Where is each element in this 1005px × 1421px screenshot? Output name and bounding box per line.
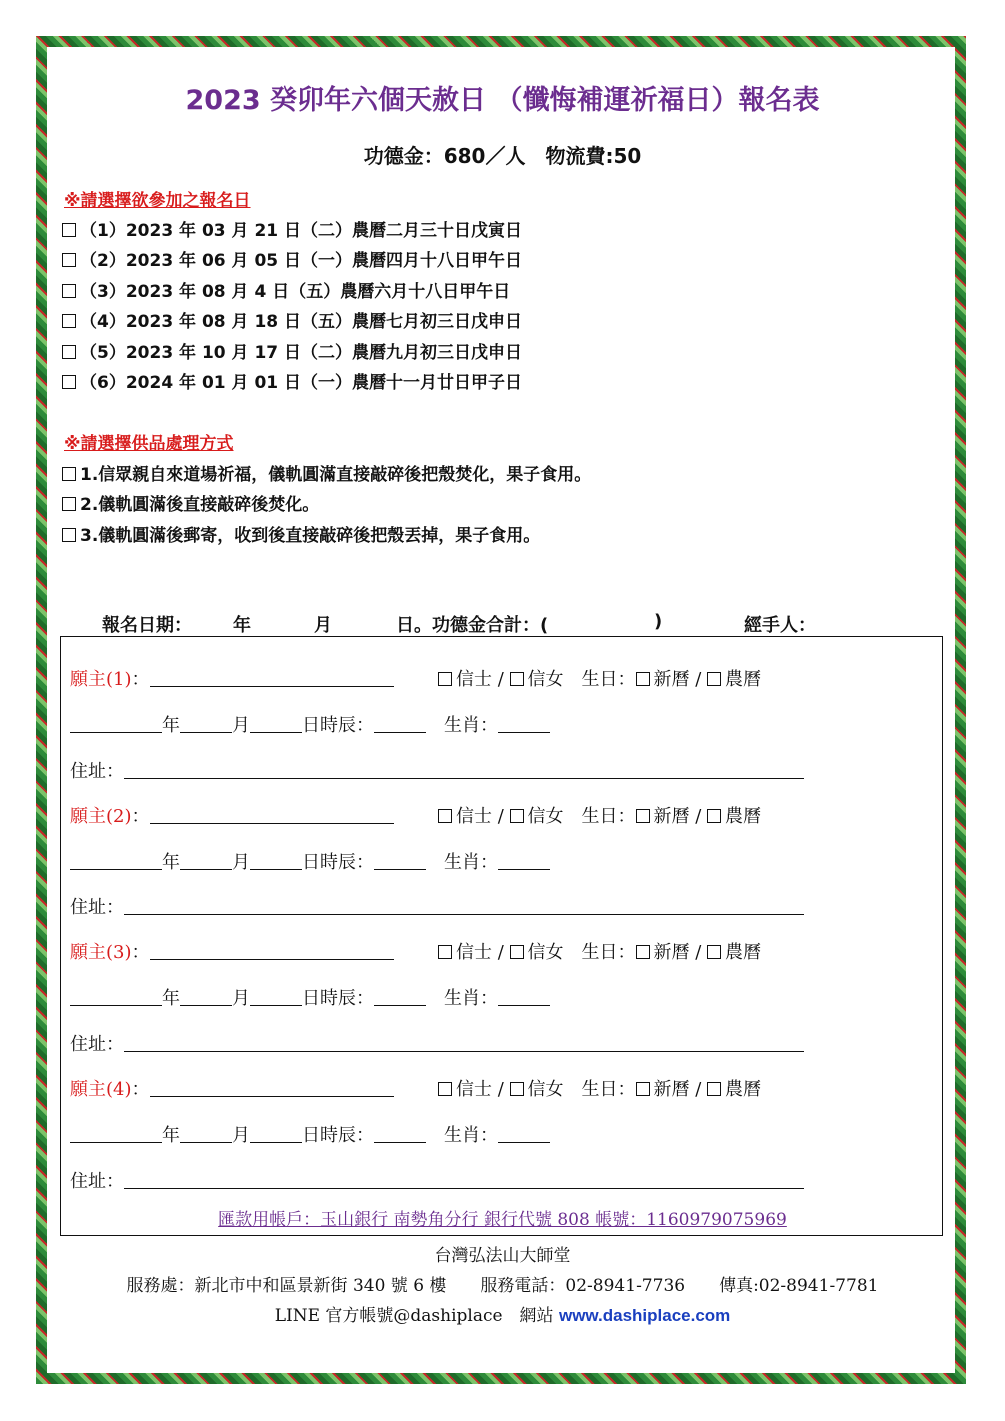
checkbox-icon[interactable] [62, 223, 76, 237]
month-label: 月 [314, 615, 332, 636]
address-row: 住址： [70, 893, 804, 919]
birth-year-field[interactable] [70, 715, 162, 733]
checkbox-icon[interactable] [510, 1082, 524, 1096]
birth-day-field[interactable] [250, 1125, 302, 1143]
address-row: 住址： [70, 757, 804, 783]
date-option[interactable]: （4）2023 年 08 月 18 日（五）農曆七月初三日戊申日 [62, 307, 522, 332]
birth-hour-field[interactable] [374, 715, 426, 733]
birth-year-field[interactable] [70, 1125, 162, 1143]
zodiac-field[interactable] [498, 852, 550, 870]
birth-hour-field[interactable] [374, 988, 426, 1006]
birth-year-field[interactable] [70, 988, 162, 1006]
birth-row: 年 月 日時辰： 生肖： [70, 711, 550, 737]
checkbox-icon[interactable] [707, 672, 721, 686]
birth-row: 年 月 日時辰： 生肖： [70, 1121, 550, 1147]
name-field[interactable] [150, 806, 394, 824]
address-field[interactable] [124, 1171, 804, 1189]
org-name: 台灣弘法山大師堂 [434, 1246, 571, 1266]
checkbox-icon[interactable] [636, 672, 650, 686]
offering-option[interactable]: 1.信眾親自來道場祈福，儀軌圓滿直接敲碎後把殼焚化，果子食用。 [62, 460, 591, 485]
contact-info: 服務處：新北市中和區景新街 340 號 6 樓 服務電話：02-8941-7736 傳真:02-8941-7781 [126, 1276, 879, 1296]
birth-row: 年 月 日時辰： 生肖： [70, 848, 550, 874]
year-label: 年 [233, 615, 251, 636]
checkbox-icon[interactable] [62, 345, 76, 359]
applicant-name-row: 願主(1)： [70, 665, 394, 691]
checkbox-icon[interactable] [438, 1082, 452, 1096]
gender-birthday-row: 信士 / 信女 生日： 新曆 / 農曆 [438, 802, 761, 828]
bank-account: 匯款用帳戶：玉山銀行 南勢角分行 銀行代號 808 帳號：1160979075969 [218, 1210, 787, 1230]
checkbox-icon[interactable] [62, 497, 76, 511]
checkbox-icon[interactable] [636, 809, 650, 823]
checkbox-icon[interactable] [438, 672, 452, 686]
date-option[interactable]: （5）2023 年 10 月 17 日（二）農曆九月初三日戊申日 [62, 338, 522, 363]
birth-day-field[interactable] [250, 715, 302, 733]
checkbox-icon[interactable] [636, 1082, 650, 1096]
checkbox-icon[interactable] [510, 945, 524, 959]
name-field[interactable] [150, 1079, 394, 1097]
address-field[interactable] [124, 1034, 804, 1052]
birth-year-field[interactable] [70, 852, 162, 870]
checkbox-icon[interactable] [438, 945, 452, 959]
handler-label: 經手人： [744, 615, 816, 636]
checkbox-icon[interactable] [707, 1082, 721, 1096]
name-field[interactable] [150, 669, 394, 687]
date-option[interactable]: （6）2024 年 01 月 01 日（一）農曆十一月廿日甲子日 [62, 368, 522, 393]
checkbox-icon[interactable] [438, 809, 452, 823]
applicant-name-row: 願主(3)： [70, 938, 394, 964]
page-title: 2023 癸卯年六個天赦日 （懺悔補運祈福日）報名表 [185, 85, 820, 116]
address-row: 住址： [70, 1167, 804, 1193]
checkbox-icon[interactable] [636, 945, 650, 959]
address-field[interactable] [124, 761, 804, 779]
birth-hour-field[interactable] [374, 852, 426, 870]
dates-heading: ※請選擇欲參加之報名日 [64, 191, 251, 211]
birth-hour-field[interactable] [374, 1125, 426, 1143]
checkbox-icon[interactable] [510, 809, 524, 823]
applicant-name-row: 願主(4)： [70, 1075, 394, 1101]
checkbox-icon[interactable] [707, 945, 721, 959]
date-option[interactable]: （2）2023 年 06 月 05 日（一）農曆四月十八日甲午日 [62, 246, 522, 271]
birth-month-field[interactable] [180, 852, 232, 870]
checkbox-icon[interactable] [62, 284, 76, 298]
date-label: 報名日期： [102, 615, 192, 636]
offering-heading: ※請選擇供品處理方式 [64, 434, 234, 454]
birth-month-field[interactable] [180, 1125, 232, 1143]
name-field[interactable] [150, 942, 394, 960]
birth-day-field[interactable] [250, 852, 302, 870]
checkbox-icon[interactable] [707, 809, 721, 823]
address-field[interactable] [124, 897, 804, 915]
offering-option[interactable]: 2.儀軌圓滿後直接敲碎後焚化。 [62, 490, 319, 515]
fee-line: 功德金：680／人 物流費:50 [363, 144, 642, 168]
checkbox-icon[interactable] [62, 253, 76, 267]
birth-row: 年 月 日時辰： 生肖： [70, 984, 550, 1010]
birth-month-field[interactable] [180, 988, 232, 1006]
gender-birthday-row: 信士 / 信女 生日： 新曆 / 農曆 [438, 938, 761, 964]
offering-option[interactable]: 3.儀軌圓滿後郵寄，收到後直接敲碎後把殼丟掉，果子食用。 [62, 521, 540, 546]
applicant-name-row: 願主(2)： [70, 802, 394, 828]
checkbox-icon[interactable] [62, 528, 76, 542]
checkbox-icon[interactable] [62, 467, 76, 481]
checkbox-icon[interactable] [62, 375, 76, 389]
zodiac-field[interactable] [498, 715, 550, 733]
birth-day-field[interactable] [250, 988, 302, 1006]
address-row: 住址： [70, 1030, 804, 1056]
checkbox-icon[interactable] [62, 314, 76, 328]
date-option[interactable]: （3）2023 年 08 月 4 日（五）農曆六月十八日甲午日 [62, 277, 510, 302]
zodiac-field[interactable] [498, 988, 550, 1006]
line-website: LINE 官方帳號@dashiplace 網站 www.dashiplace.com [274, 1306, 731, 1326]
gender-birthday-row: 信士 / 信女 生日： 新曆 / 農曆 [438, 1075, 761, 1101]
gender-birthday-row: 信士 / 信女 生日： 新曆 / 農曆 [438, 665, 761, 691]
total-label: 日。功德金合計：( [396, 615, 549, 636]
website-link[interactable]: www.dashiplace.com [558, 1306, 731, 1325]
date-option[interactable]: （1）2023 年 03 月 21 日（二）農曆二月三十日戊寅日 [62, 216, 522, 241]
close-paren: ) [654, 611, 663, 632]
birth-month-field[interactable] [180, 715, 232, 733]
zodiac-field[interactable] [498, 1125, 550, 1143]
checkbox-icon[interactable] [510, 672, 524, 686]
